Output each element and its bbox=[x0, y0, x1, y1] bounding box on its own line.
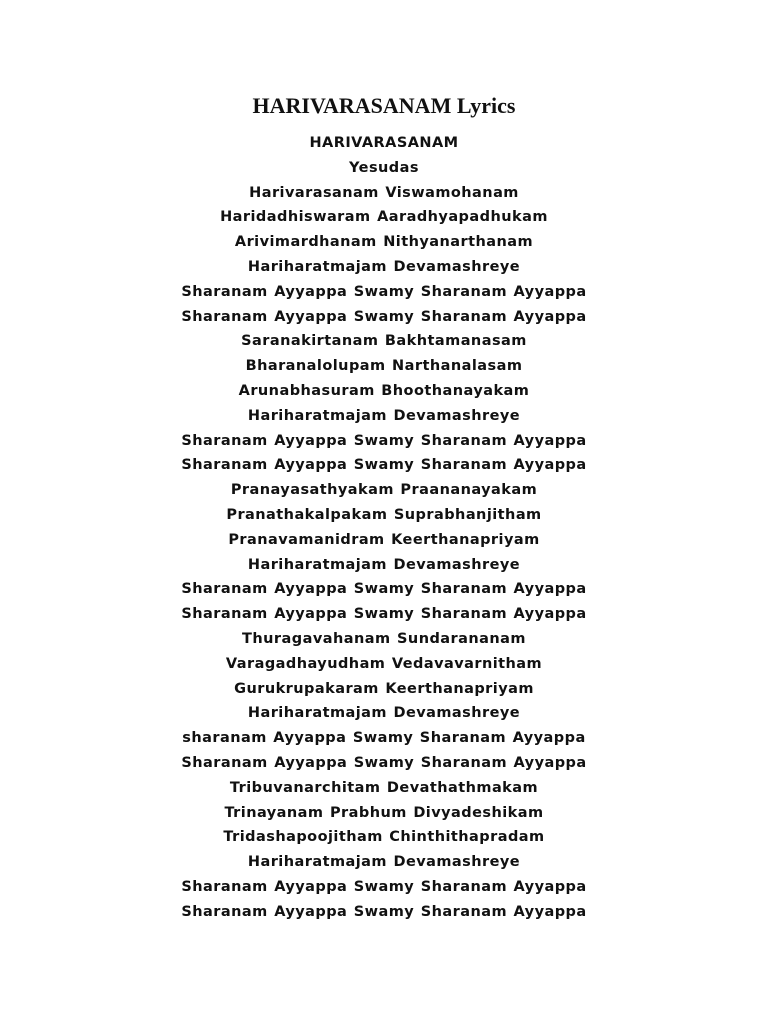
lyric-line-17: Pranavamanidram Keerthanapriyam bbox=[228, 531, 540, 548]
lyric-line-11: Arunabhasuram Bhoothanayakam bbox=[238, 382, 530, 399]
lyric-line-19: Sharanam Ayyappa Swamy Sharanam Ayyappa bbox=[181, 581, 587, 598]
lyric-line-9: Saranakirtanam Bakhtamanasam bbox=[241, 333, 527, 350]
lyric-line-4: Haridadhiswaram Aaradhyapadhukam bbox=[220, 209, 548, 226]
lyric-line-22: Varagadhayudham Vedavavarnitham bbox=[225, 655, 543, 672]
lyric-line-14: Sharanam Ayyappa Swamy Sharanam Ayyappa bbox=[181, 457, 587, 474]
lyric-line-3: Harivarasanam Viswamohanam bbox=[249, 184, 519, 201]
lyric-line-6: Hariharatmajam Devamashreye bbox=[247, 258, 521, 275]
lyric-line-2: Yesudas bbox=[349, 159, 419, 176]
page-title: HARIVARASANAM Lyrics bbox=[252, 93, 516, 118]
lyric-line-20: Sharanam Ayyappa Swamy Sharanam Ayyappa bbox=[181, 606, 587, 623]
lyric-line-5: Arivimardhanam Nithyanarthanam bbox=[234, 234, 534, 251]
lyric-line-7: Sharanam Ayyappa Swamy Sharanam Ayyappa bbox=[181, 283, 587, 300]
lyric-line-18: Hariharatmajam Devamashreye bbox=[247, 556, 521, 573]
lyric-line-13: Sharanam Ayyappa Swamy Sharanam Ayyappa bbox=[181, 432, 587, 449]
lyrics-list bbox=[0, 131, 768, 925]
lyric-line-21: Thuragavahanam Sundarananam bbox=[242, 630, 526, 647]
lyric-line-30: Hariharatmajam Devamashreye bbox=[247, 854, 521, 871]
lyric-line-25: sharanam Ayyappa Swamy Sharanam Ayyappa bbox=[182, 730, 586, 747]
lyric-line-27: Tribuvanarchitam Devathathmakam bbox=[229, 779, 539, 796]
lyric-line-16: Pranathakalpakam Suprabhanjitham bbox=[226, 506, 542, 523]
lyric-line-15: Pranayasathyakam Praananayakam bbox=[230, 482, 538, 499]
lyric-line-24: Hariharatmajam Devamashreye bbox=[247, 705, 521, 722]
lyric-line-8: Sharanam Ayyappa Swamy Sharanam Ayyappa bbox=[181, 308, 587, 325]
lyric-line-10: Bharanalolupam Narthanalasam bbox=[245, 358, 523, 375]
lyric-line-23: Gurukrupakaram Keerthanapriyam bbox=[234, 680, 534, 697]
lyric-line-1: HARIVARASANAM bbox=[309, 135, 459, 151]
lyric-line-32: Sharanam Ayyappa Swamy Sharanam Ayyappa bbox=[181, 903, 587, 920]
lyric-line-28: Trinayanam Prabhum Divyadeshikam bbox=[224, 804, 544, 821]
lyric-line-12: Hariharatmajam Devamashreye bbox=[247, 407, 521, 424]
lyric-line-29: Tridashapoojitham Chinthithapradam bbox=[223, 829, 545, 846]
lyric-line-31: Sharanam Ayyappa Swamy Sharanam Ayyappa bbox=[181, 878, 587, 895]
lyric-line-26: Sharanam Ayyappa Swamy Sharanam Ayyappa bbox=[181, 754, 587, 771]
